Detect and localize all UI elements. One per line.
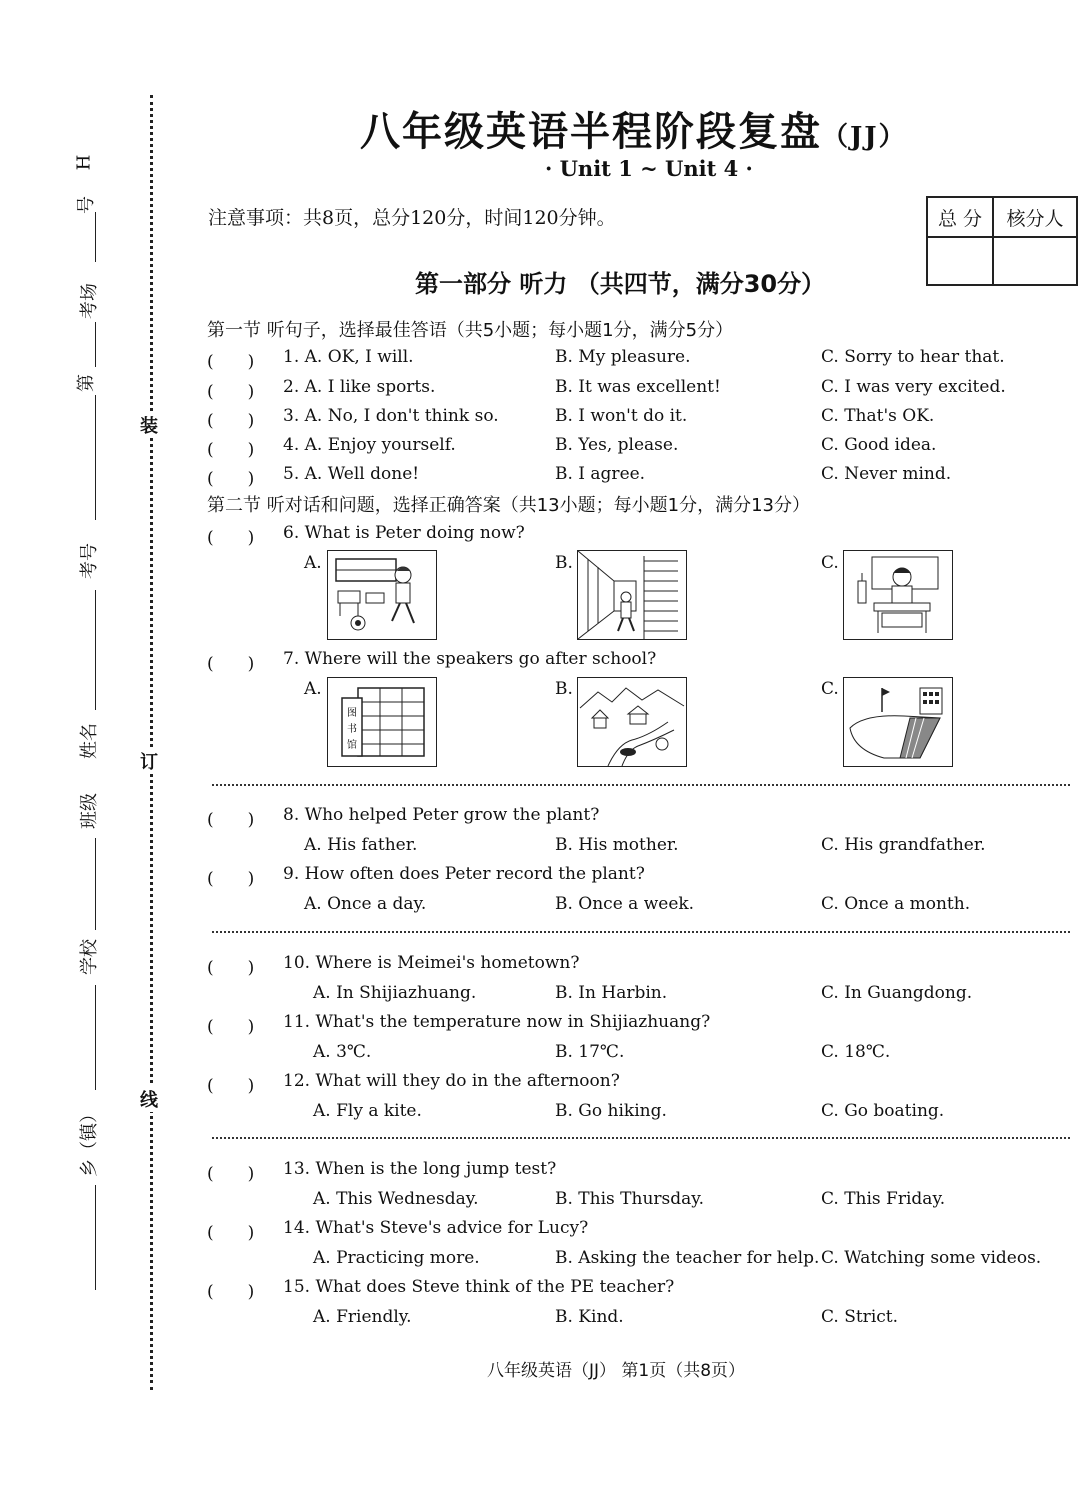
margin-rule <box>95 212 96 262</box>
q7-question: 7. Where will the speakers go after school? <box>283 649 657 669</box>
q13-option-c: C. This Friday. <box>821 1189 946 1209</box>
q8-option-b: B. His mother. <box>555 835 679 855</box>
margin-exam-no-label: 考号 <box>79 543 100 579</box>
margin-town-label: 乡（镇） <box>79 1105 100 1177</box>
notice: 注意事项：共8页，总分120分，时间120分钟。 <box>208 207 616 229</box>
binding-dotted-line <box>150 95 153 1390</box>
section2-title: 第二节 听对话和问题，选择正确答案（共13小题；每小题1分，满分13分） <box>207 495 810 516</box>
section-divider <box>212 931 1070 933</box>
q12-question: 12. What will they do in the afternoon? <box>283 1071 620 1091</box>
q15-option-a: A. Friendly. <box>313 1307 412 1327</box>
q14-option-c: C. Watching some videos. <box>821 1248 1042 1268</box>
answer-blank[interactable]: ( ) <box>207 382 255 402</box>
boy-running-hallway-icon <box>578 551 686 639</box>
q13-option-b: B. This Thursday. <box>555 1189 705 1209</box>
binding-word-ding: 订 <box>140 748 158 774</box>
section1-title: 第一节 听句子，选择最佳答语（共5小题；每小题1分，满分5分） <box>207 320 734 341</box>
title-suffix: （JJ） <box>822 122 907 152</box>
margin-room-no-label: 号 <box>76 196 97 214</box>
score-checker-cell[interactable] <box>993 237 1077 285</box>
q12-option-b: B. Go hiking. <box>555 1101 667 1121</box>
answer-blank[interactable]: ( ) <box>207 1282 255 1302</box>
section-divider <box>212 1137 1070 1139</box>
q6-question: 6. What is Peter doing now? <box>283 523 525 543</box>
binding-word-xian: 线 <box>140 1086 158 1112</box>
q6-label-b: B. <box>555 553 573 573</box>
answer-blank[interactable]: ( ) <box>207 469 255 489</box>
score-total-cell[interactable] <box>927 237 993 285</box>
q5-option-c: C. Never mind. <box>821 464 952 484</box>
margin-rule <box>95 590 96 710</box>
q11-option-b: B. 17℃. <box>555 1042 625 1062</box>
answer-blank[interactable]: ( ) <box>207 958 255 978</box>
answer-blank[interactable]: ( ) <box>207 352 255 372</box>
q7-picture-a-library[interactable] <box>327 677 437 767</box>
q6-picture-c-desk[interactable] <box>843 550 953 640</box>
q9-question: 9. How often does Peter record the plant? <box>283 864 645 884</box>
margin-school-label: 学校 <box>79 939 100 975</box>
margin-rule <box>95 985 96 1090</box>
q15-option-b: B. Kind. <box>555 1307 624 1327</box>
score-checker-header: 核分人 <box>993 197 1077 237</box>
q10-question: 10. Where is Meimei's hometown? <box>283 953 580 973</box>
q9-option-c: C. Once a month. <box>821 894 971 914</box>
q13-option-a: A. This Wednesday. <box>313 1189 479 1209</box>
section-divider <box>212 784 1070 786</box>
title-text: 八年级英语半程阶段复盘 <box>360 109 822 155</box>
answer-blank[interactable]: ( ) <box>207 440 255 460</box>
q6-picture-b-hallway[interactable] <box>577 550 687 640</box>
answer-blank[interactable]: ( ) <box>207 1076 255 1096</box>
margin-name-label: 姓名 <box>79 723 100 759</box>
q14-question: 14. What's Steve's advice for Lucy? <box>283 1218 589 1238</box>
binding-word-zhuang: 装 <box>140 412 158 438</box>
margin-rule <box>95 1185 96 1290</box>
q2-option-b: B. It was excellent! <box>555 377 721 397</box>
margin-rule <box>95 838 96 930</box>
answer-blank[interactable]: ( ) <box>207 654 255 674</box>
q6-label-a: A. <box>304 553 322 573</box>
answer-blank[interactable]: ( ) <box>207 810 255 830</box>
q1-option-c: C. Sorry to hear that. <box>821 347 1005 367</box>
q11-option-a: A. 3℃. <box>313 1042 372 1062</box>
subtitle: · Unit 1 ~ Unit 4 · <box>545 156 753 181</box>
q3-option-c: C. That's OK. <box>821 406 935 426</box>
page-title <box>360 100 907 157</box>
q8-question: 8. Who helped Peter grow the plant? <box>283 805 600 825</box>
q12-option-a: A. Fly a kite. <box>313 1101 422 1121</box>
village-landscape-icon <box>578 678 686 766</box>
q4-option-b: B. Yes, please. <box>555 435 679 455</box>
library-sign-1: 图 <box>347 708 357 719</box>
q8-option-a: A. His father. <box>304 835 418 855</box>
q9-option-a: A. Once a day. <box>304 894 427 914</box>
q14-option-a: A. Practicing more. <box>313 1248 480 1268</box>
q7-label-c: C. <box>821 679 839 699</box>
margin-seq-label: 第 <box>76 374 97 392</box>
q3-option-b: B. I won't do it. <box>555 406 688 426</box>
answer-blank[interactable]: ( ) <box>207 411 255 431</box>
q10-option-b: B. In Harbin. <box>555 983 668 1003</box>
q6-label-c: C. <box>821 553 839 573</box>
school-playground-icon <box>844 678 952 766</box>
q9-option-b: B. Once a week. <box>555 894 695 914</box>
q7-label-b: B. <box>555 679 573 699</box>
score-table <box>926 196 1078 286</box>
boy-at-desk-icon <box>844 551 952 639</box>
answer-blank[interactable]: ( ) <box>207 869 255 889</box>
library-sign-2: 书 <box>347 724 357 735</box>
q7-picture-b-village[interactable] <box>577 677 687 767</box>
score-total-header: 总 分 <box>927 197 993 237</box>
q1-option-b: B. My pleasure. <box>555 347 691 367</box>
q6-picture-a-football[interactable] <box>327 550 437 640</box>
q11-question: 11. What's the temperature now in Shijiazhuang? <box>283 1012 711 1032</box>
q14-option-b: B. Asking the teacher for help. <box>555 1248 820 1268</box>
q12-option-c: C. Go boating. <box>821 1101 945 1121</box>
margin-class-label: 班级 <box>79 793 100 829</box>
q1-option-a: 1. A. OK, I will. <box>283 347 414 367</box>
q7-picture-c-playground[interactable] <box>843 677 953 767</box>
q5-option-a: 5. A. Well done! <box>283 464 420 484</box>
library-building-icon <box>328 678 436 766</box>
q11-option-c: C. 18℃. <box>821 1042 891 1062</box>
q3-option-a: 3. A. No, I don't think so. <box>283 406 499 426</box>
q15-question: 15. What does Steve think of the PE teacher? <box>283 1277 675 1297</box>
margin-rule <box>95 322 96 367</box>
q10-option-c: C. In Guangdong. <box>821 983 973 1003</box>
q4-option-a: 4. A. Enjoy yourself. <box>283 435 456 455</box>
q4-option-c: C. Good idea. <box>821 435 937 455</box>
q5-option-b: B. I agree. <box>555 464 646 484</box>
boy-kicking-ball-icon <box>328 551 436 639</box>
margin-room-label: H <box>73 154 95 171</box>
answer-blank[interactable]: ( ) <box>207 1164 255 1184</box>
margin-rule <box>95 395 96 520</box>
library-sign-3: 馆 <box>347 740 357 751</box>
q8-option-c: C. His grandfather. <box>821 835 986 855</box>
answer-blank[interactable]: ( ) <box>207 528 255 548</box>
answer-blank[interactable]: ( ) <box>207 1223 255 1243</box>
q7-label-a: A. <box>304 679 322 699</box>
margin-exam-room-label: 考场 <box>79 283 100 319</box>
q15-option-c: C. Strict. <box>821 1307 899 1327</box>
q2-option-a: 2. A. I like sports. <box>283 377 436 397</box>
page-footer: 八年级英语（JJ） 第1页（共8页） <box>487 1361 746 1381</box>
part-title: 第一部分 听力 （共四节，满分30分） <box>415 270 826 298</box>
q13-question: 13. When is the long jump test? <box>283 1159 557 1179</box>
q2-option-c: C. I was very excited. <box>821 377 1006 397</box>
answer-blank[interactable]: ( ) <box>207 1017 255 1037</box>
q10-option-a: A. In Shijiazhuang. <box>313 983 477 1003</box>
